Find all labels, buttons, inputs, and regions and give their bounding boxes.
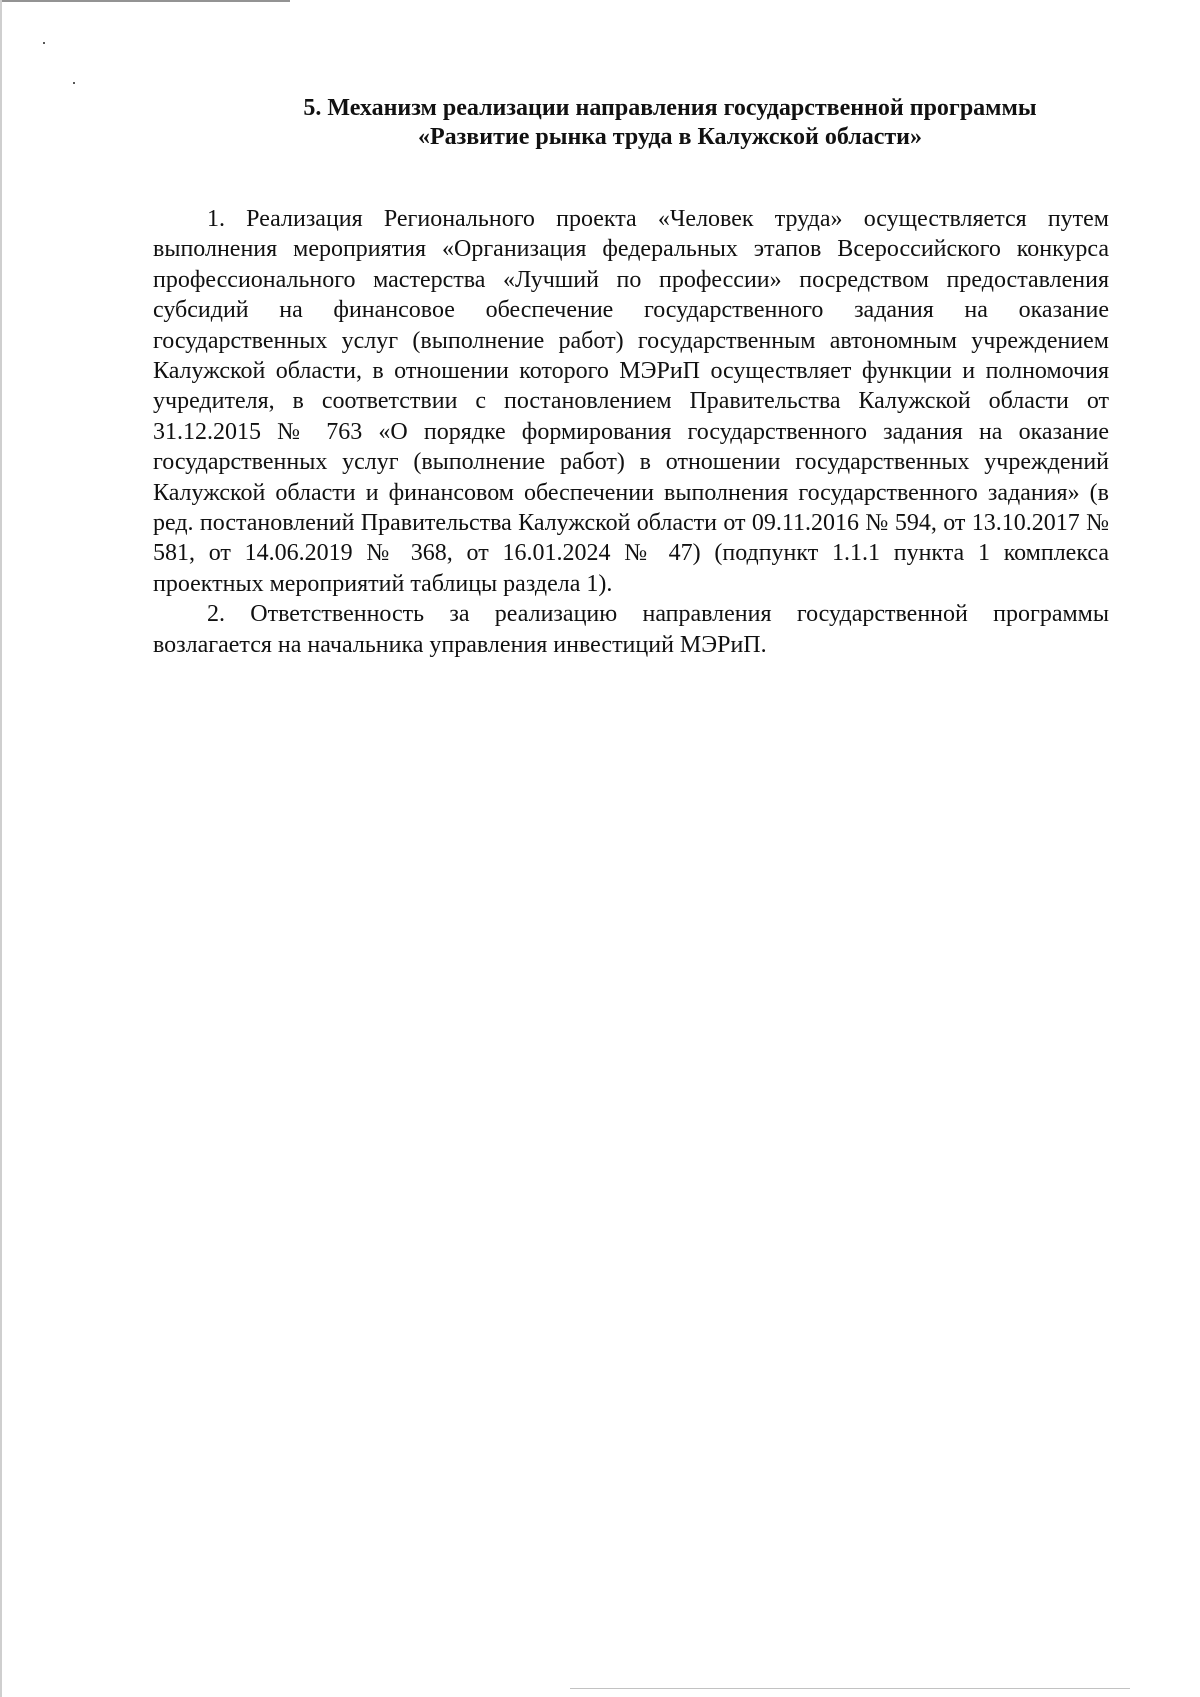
scan-artifact-top bbox=[0, 0, 290, 2]
scan-artifact-bottom bbox=[570, 1688, 1130, 1689]
section-heading-line-1: 5. Механизм реализации направления государственной программы bbox=[303, 95, 1037, 121]
scan-speck bbox=[73, 82, 75, 84]
section-heading-line-2: «Развитие рынка труда в Калужской области» bbox=[418, 124, 922, 150]
paragraph-implementation: 1. Реализация Регионального проекта «Человек труда» осуществляется путем выполнения мероприятия «Организация федеральных этапов Всероссийского конкурса профессионального мастерства «Лучший по профессии» посредством предоставления субсидий на финансовое обеспечение государственного задания на оказание государственных услуг (выполнение работ) государственным автономным учреждением Калужской области, в отношении которого МЭРиП осуществляет функции и полномочия учредителя, в соответствии с постановлением Правительства Калужской области от 31.12.2015 № 763 «О порядке формирования государственного задания на оказание государственных услуг (выполнение работ) в отношении государственных учреждений Калужской области и финансовом обеспечении выполнения государственного задания» (в ред. постановлений Правительства Калужской области от 09.11.2016 № 594, от 13.10.2017 № 581, от 14.06.2019 № 368, от 16.01.2024 № 47) (подпункт 1.1.1 пункта 1 комплекса проектных мероприятий таблицы раздела 1). bbox=[153, 206, 1109, 597]
scan-speck bbox=[43, 42, 45, 44]
document-body bbox=[153, 204, 1109, 660]
paragraph-responsibility: 2. Ответственность за реализацию направления государственной программы возлагается на начальника управления инвестиций МЭРиП. bbox=[153, 601, 1109, 658]
section-heading bbox=[150, 94, 1190, 152]
scan-artifact-left bbox=[0, 0, 2, 1697]
